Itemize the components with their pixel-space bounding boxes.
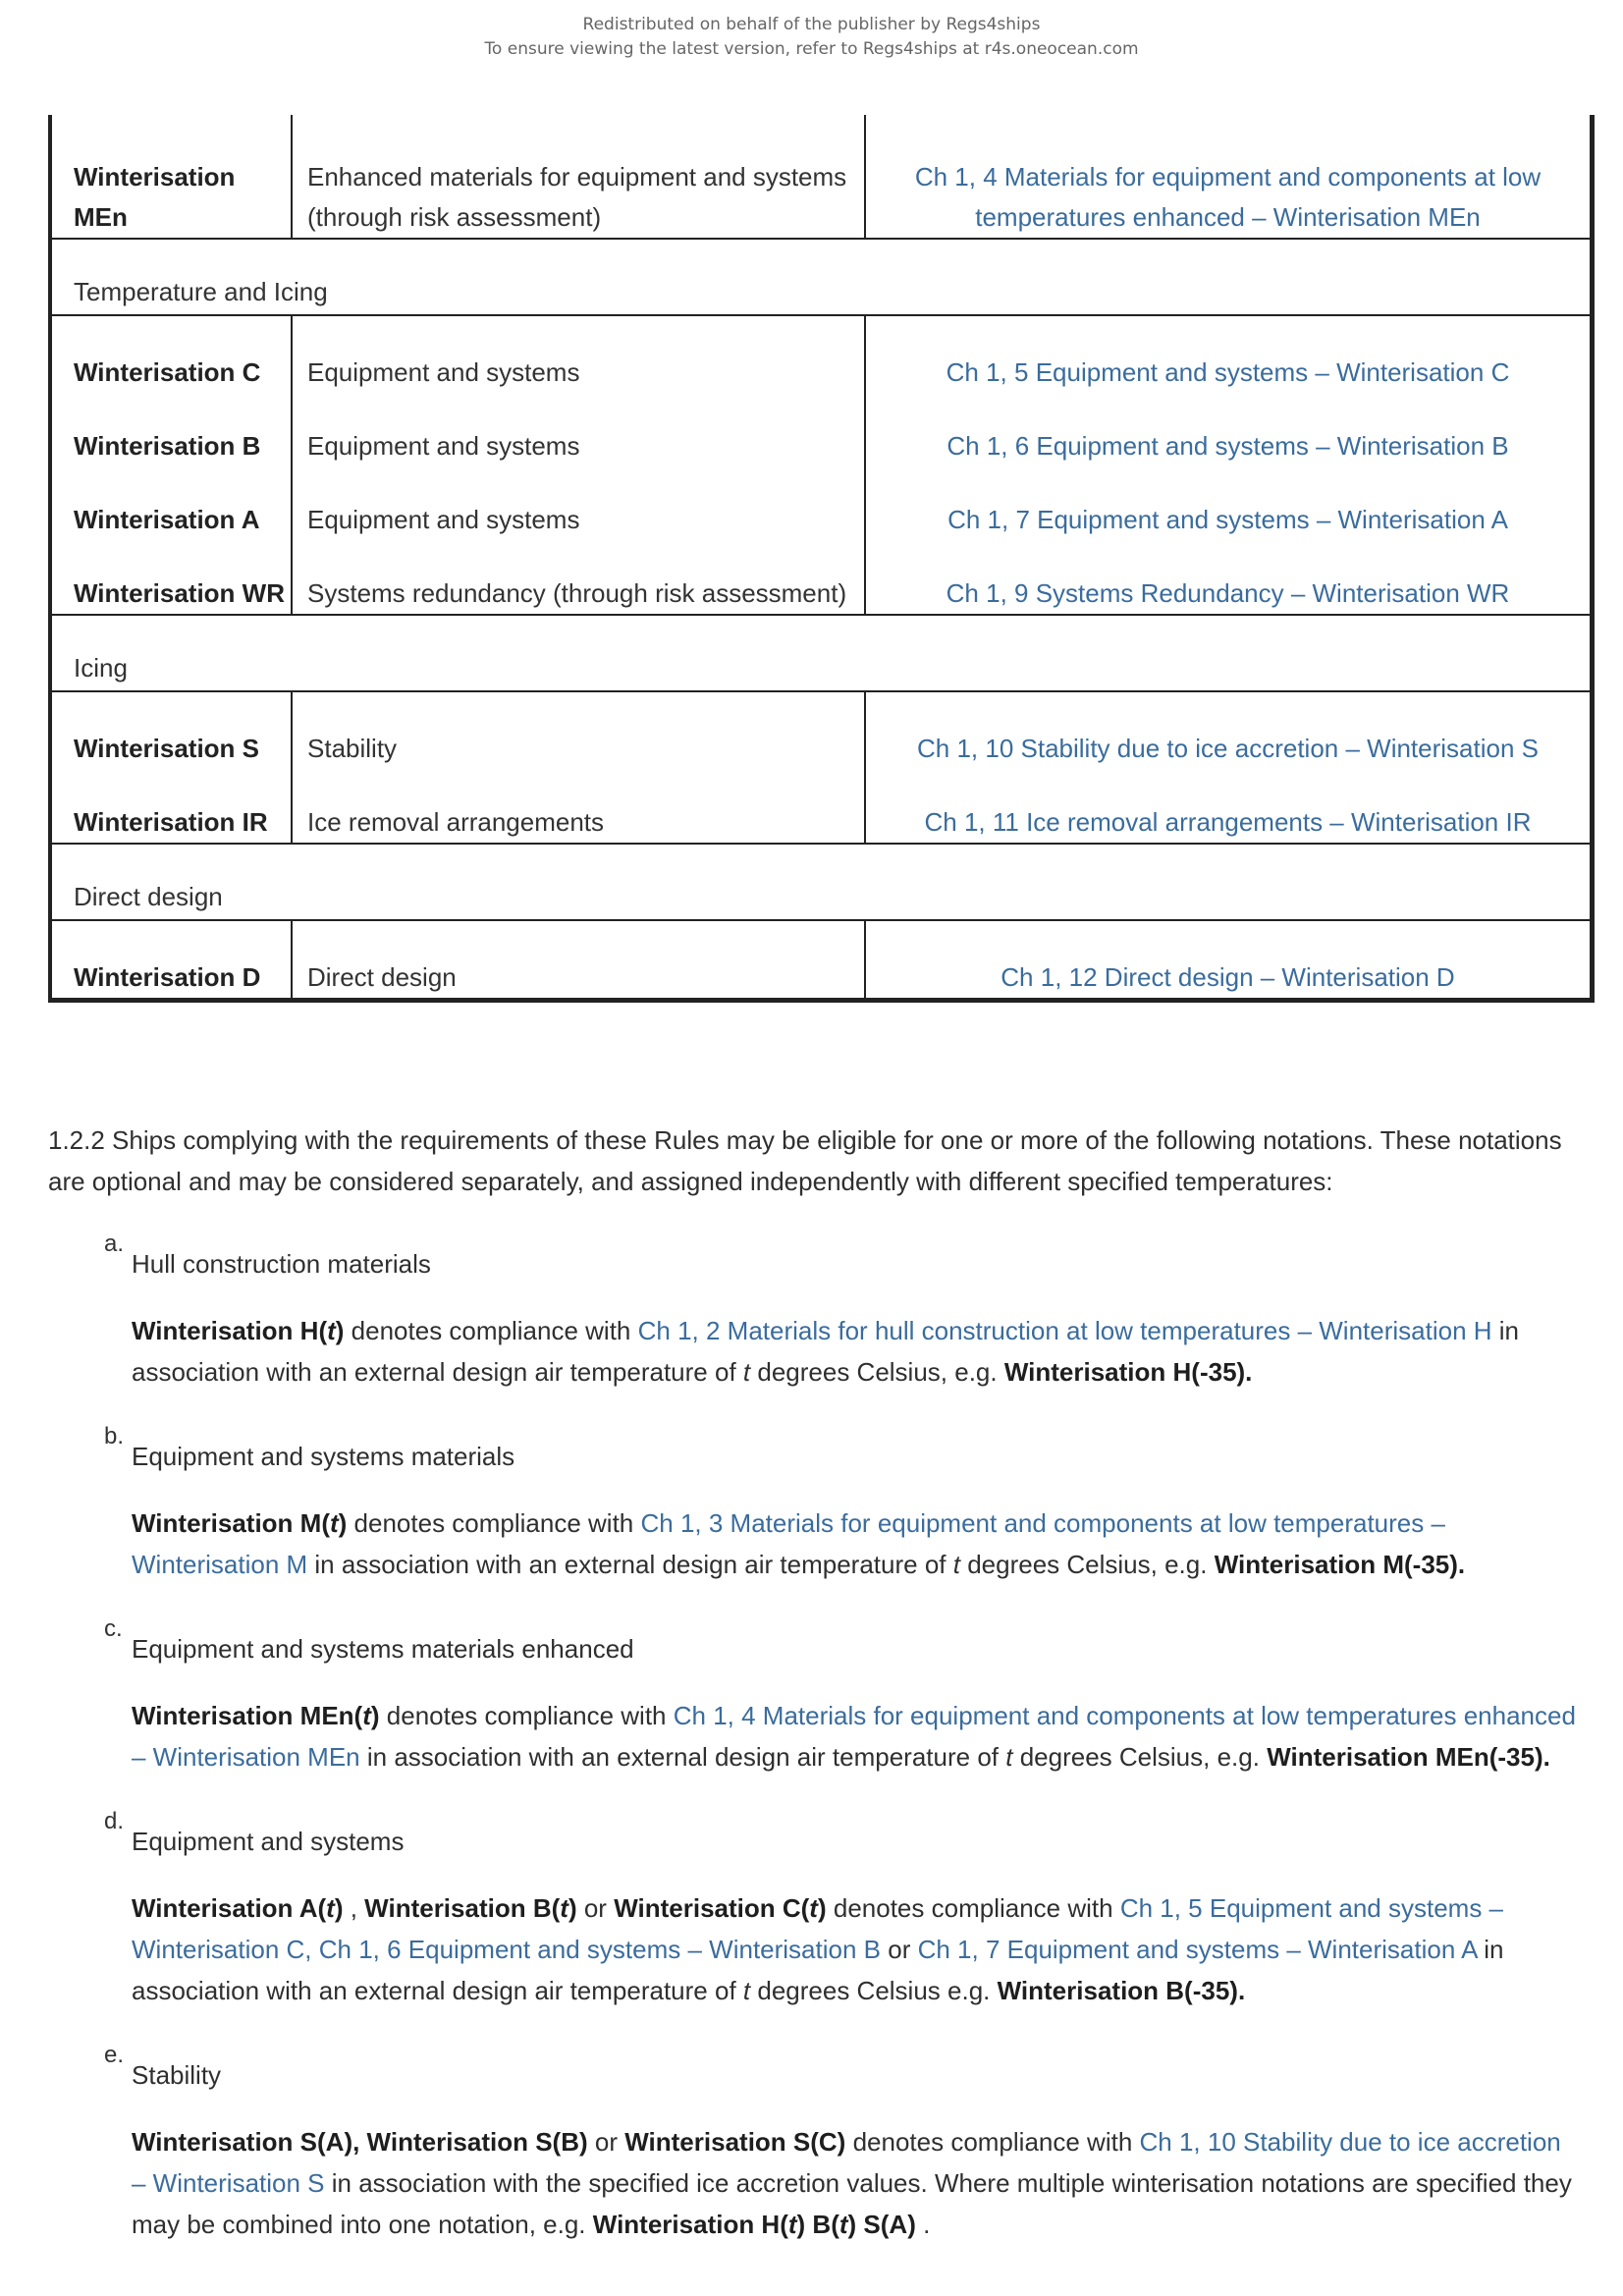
t-variable: t	[329, 1508, 339, 1538]
plain-text: degrees Celsius, e.g.	[959, 1550, 1215, 1579]
list-item	[104, 1230, 1580, 1393]
notation-text: )	[568, 1893, 577, 1923]
example-notation: Winterisation H(-35).	[1003, 1357, 1253, 1387]
item-description	[132, 1887, 1580, 2011]
reference-link[interactable]: Ch 1, 10 Stability due to ice accretion – Winterisation S	[917, 734, 1539, 763]
plain-text: or	[587, 2127, 625, 2157]
list-marker: b.	[104, 1423, 125, 1449]
plain-text: degrees Celsius, e.g.	[1012, 1742, 1268, 1772]
t-variable: t	[787, 2210, 797, 2239]
item-title: Equipment and systems materials	[132, 1442, 515, 1471]
t-variable: t	[326, 1893, 335, 1923]
plain-text: or	[576, 1893, 615, 1923]
t-variable: t	[742, 1976, 751, 2005]
example-notation: Winterisation B(-35).	[997, 1976, 1246, 2005]
item-title: Equipment and systems	[132, 1827, 405, 1856]
reference-link[interactable]: Ch 1, 4 Materials for equipment and components at low temperatures enhanced – Winterisation MEn	[914, 162, 1542, 232]
item-description	[132, 1310, 1580, 1393]
notation-cell: Winterisation B	[74, 431, 261, 461]
notation-text: Winterisation MEn(	[132, 1701, 363, 1730]
t-variable: t	[742, 1357, 751, 1387]
reference-link[interactable]: Ch 1, 5 Equipment and systems – Winterisation C	[946, 357, 1510, 387]
notation-cell: Winterisation A	[74, 505, 260, 534]
t-variable: t	[560, 1893, 568, 1923]
plain-text: in association with an external design air temperature of	[132, 1316, 1520, 1387]
reference-link[interactable]: Ch 1, 3 Materials for equipment and components at low temperatures – Winterisation M	[132, 1508, 1445, 1579]
item-description	[132, 1695, 1580, 1777]
group-label: Direct design	[50, 844, 1593, 920]
notation-cell: Winterisation S	[74, 734, 260, 763]
t-variable: t	[809, 1893, 818, 1923]
group-row	[50, 615, 1593, 691]
list-marker: a.	[104, 1230, 125, 1257]
plain-text: in association with an external design air temperature of	[307, 1550, 953, 1579]
reference-link[interactable]: Ch 1, 9 Systems Redundancy – Winterisation WR	[946, 578, 1510, 608]
table-row	[50, 691, 1593, 789]
plain-text: degrees Celsius e.g.	[750, 1976, 998, 2005]
list-item	[104, 1808, 1580, 2011]
notation-cell: Winterisation C	[74, 357, 261, 387]
group-label: Icing	[50, 615, 1593, 691]
item-title: Equipment and systems materials enhanced	[132, 1634, 634, 1664]
reference-link[interactable]: Ch 1, 11 Ice removal arrangements – Winterisation IR	[924, 807, 1532, 837]
plain-text: in association with an external design air temperature of	[359, 1742, 1006, 1772]
item-description	[132, 1503, 1580, 1585]
notations-section	[48, 1120, 1580, 2245]
notation-text: Winterisation H(	[132, 1316, 328, 1345]
example-notation: Winterisation M(-35).	[1214, 1550, 1466, 1579]
scope-cell: Stability	[307, 734, 398, 763]
plain-text: denotes compliance with	[379, 1701, 674, 1730]
item-title: Hull construction materials	[132, 1249, 431, 1279]
list-item	[104, 1615, 1580, 1777]
list-item	[104, 1423, 1580, 1585]
table-row	[50, 920, 1593, 1001]
reference-link[interactable]: Ch 1, 12 Direct design – Winterisation D	[1001, 962, 1455, 992]
plain-text: denotes compliance with	[347, 1508, 641, 1538]
scope-cell: Enhanced materials for equipment and systems (through risk assessment)	[307, 162, 847, 232]
reference-link[interactable]: Ch 1, 6 Equipment and systems – Winterisation B	[947, 431, 1509, 461]
reference-link[interactable]: Ch 1, 7 Equipment and systems – Winterisation A	[917, 1935, 1477, 1964]
table-row	[50, 789, 1593, 844]
group-row	[50, 239, 1593, 315]
header-line-2: To ensure viewing the latest version, refer to Regs4ships at r4s.oneocean.com	[484, 39, 1139, 59]
notation-cell: Winterisation MEn	[74, 162, 236, 232]
reference-link[interactable]: Ch 1, 10 Stability due to ice accretion – Winterisation S	[132, 2127, 1561, 2198]
list-marker: d.	[104, 1808, 125, 1834]
scope-cell: Direct design	[307, 962, 457, 992]
notation-text: Winterisation S(C)	[624, 2127, 846, 2157]
notation-text: Winterisation A(	[132, 1893, 327, 1923]
t-variable: t	[327, 1316, 336, 1345]
notation-text: Winterisation B(	[364, 1893, 561, 1923]
notation-text: ) S(A)	[847, 2210, 916, 2239]
redistribution-header	[0, 13, 1623, 62]
plain-text: in association with the specified ice accretion values. Where multiple winterisation notations are specified they may be combined into one notation, e.g.	[132, 2168, 1572, 2239]
plain-text: denotes compliance with	[826, 1893, 1120, 1923]
notation-text: Winterisation M(	[132, 1508, 330, 1538]
plain-text: degrees Celsius, e.g.	[750, 1357, 1004, 1387]
notation-text: Winterisation S(A), Winterisation S(B)	[132, 2127, 588, 2157]
plain-text: denotes compliance with	[845, 2127, 1140, 2157]
notation-text: )	[370, 1701, 380, 1730]
notation-cell: Winterisation D	[74, 962, 261, 992]
list-marker: c.	[104, 1615, 123, 1642]
table-row	[50, 412, 1593, 486]
group-label: Temperature and Icing	[50, 239, 1593, 315]
scope-cell: Ice removal arrangements	[307, 807, 605, 837]
notation-text: ) B(	[796, 2210, 839, 2239]
example-notation: Winterisation MEn(-35).	[1267, 1742, 1550, 1772]
notation-text: Winterisation H(	[592, 2210, 788, 2239]
t-variable: t	[952, 1550, 960, 1579]
plain-text: denotes compliance with	[344, 1316, 638, 1345]
table-row	[50, 315, 1593, 412]
table-row	[50, 486, 1593, 560]
notation-text: )	[334, 1893, 344, 1923]
notation-table	[48, 115, 1595, 1003]
list-item	[104, 2042, 1580, 2245]
intro-paragraph: 1.2.2 Ships complying with the requirements of these Rules may be eligible for one or more of the following notations. These notations are optional and may be considered separately, and assigned independently with different specified temperatures:	[48, 1125, 1562, 1196]
scope-cell: Equipment and systems	[307, 357, 580, 387]
reference-link-separator[interactable]: ,	[304, 1935, 319, 1964]
t-variable: t	[1005, 1742, 1013, 1772]
notation-cell: Winterisation WR	[74, 578, 285, 608]
reference-link[interactable]: Ch 1, 7 Equipment and systems – Winterisation A	[947, 505, 1508, 534]
plain-text: ,	[343, 1893, 365, 1923]
table-row	[50, 560, 1593, 615]
table-row	[50, 115, 1593, 239]
reference-link[interactable]: Ch 1, 2 Materials for hull construction at low temperatures – Winterisation H	[637, 1316, 1492, 1345]
t-variable: t	[362, 1701, 371, 1730]
item-title: Stability	[132, 2060, 222, 2090]
notation-cell: Winterisation IR	[74, 807, 268, 837]
header-line-1: Redistributed on behalf of the publisher by Regs4ships	[582, 15, 1041, 34]
notation-text: Winterisation C(	[614, 1893, 810, 1923]
notation-text: )	[335, 1316, 345, 1345]
t-variable: t	[839, 2210, 848, 2239]
reference-link[interactable]: Ch 1, 5 Equipment and systems – Winterisation C	[132, 1893, 1504, 1964]
plain-text: or	[881, 1935, 918, 1964]
group-row	[50, 844, 1593, 920]
list-marker: e.	[104, 2042, 125, 2068]
scope-cell: Systems redundancy (through risk assessment)	[307, 578, 847, 608]
item-description	[132, 2121, 1580, 2245]
plain-text: in association with an external design air temperature of	[132, 1935, 1504, 2005]
reference-link[interactable]: Ch 1, 4 Materials for equipment and components at low temperatures enhanced – Winterisation MEn	[132, 1701, 1576, 1772]
plain-text: .	[915, 2210, 931, 2239]
scope-cell: Equipment and systems	[307, 431, 580, 461]
notation-text: )	[338, 1508, 348, 1538]
scope-cell: Equipment and systems	[307, 505, 580, 534]
reference-link[interactable]: Ch 1, 6 Equipment and systems – Winterisation B	[318, 1935, 882, 1964]
notation-text: )	[817, 1893, 827, 1923]
